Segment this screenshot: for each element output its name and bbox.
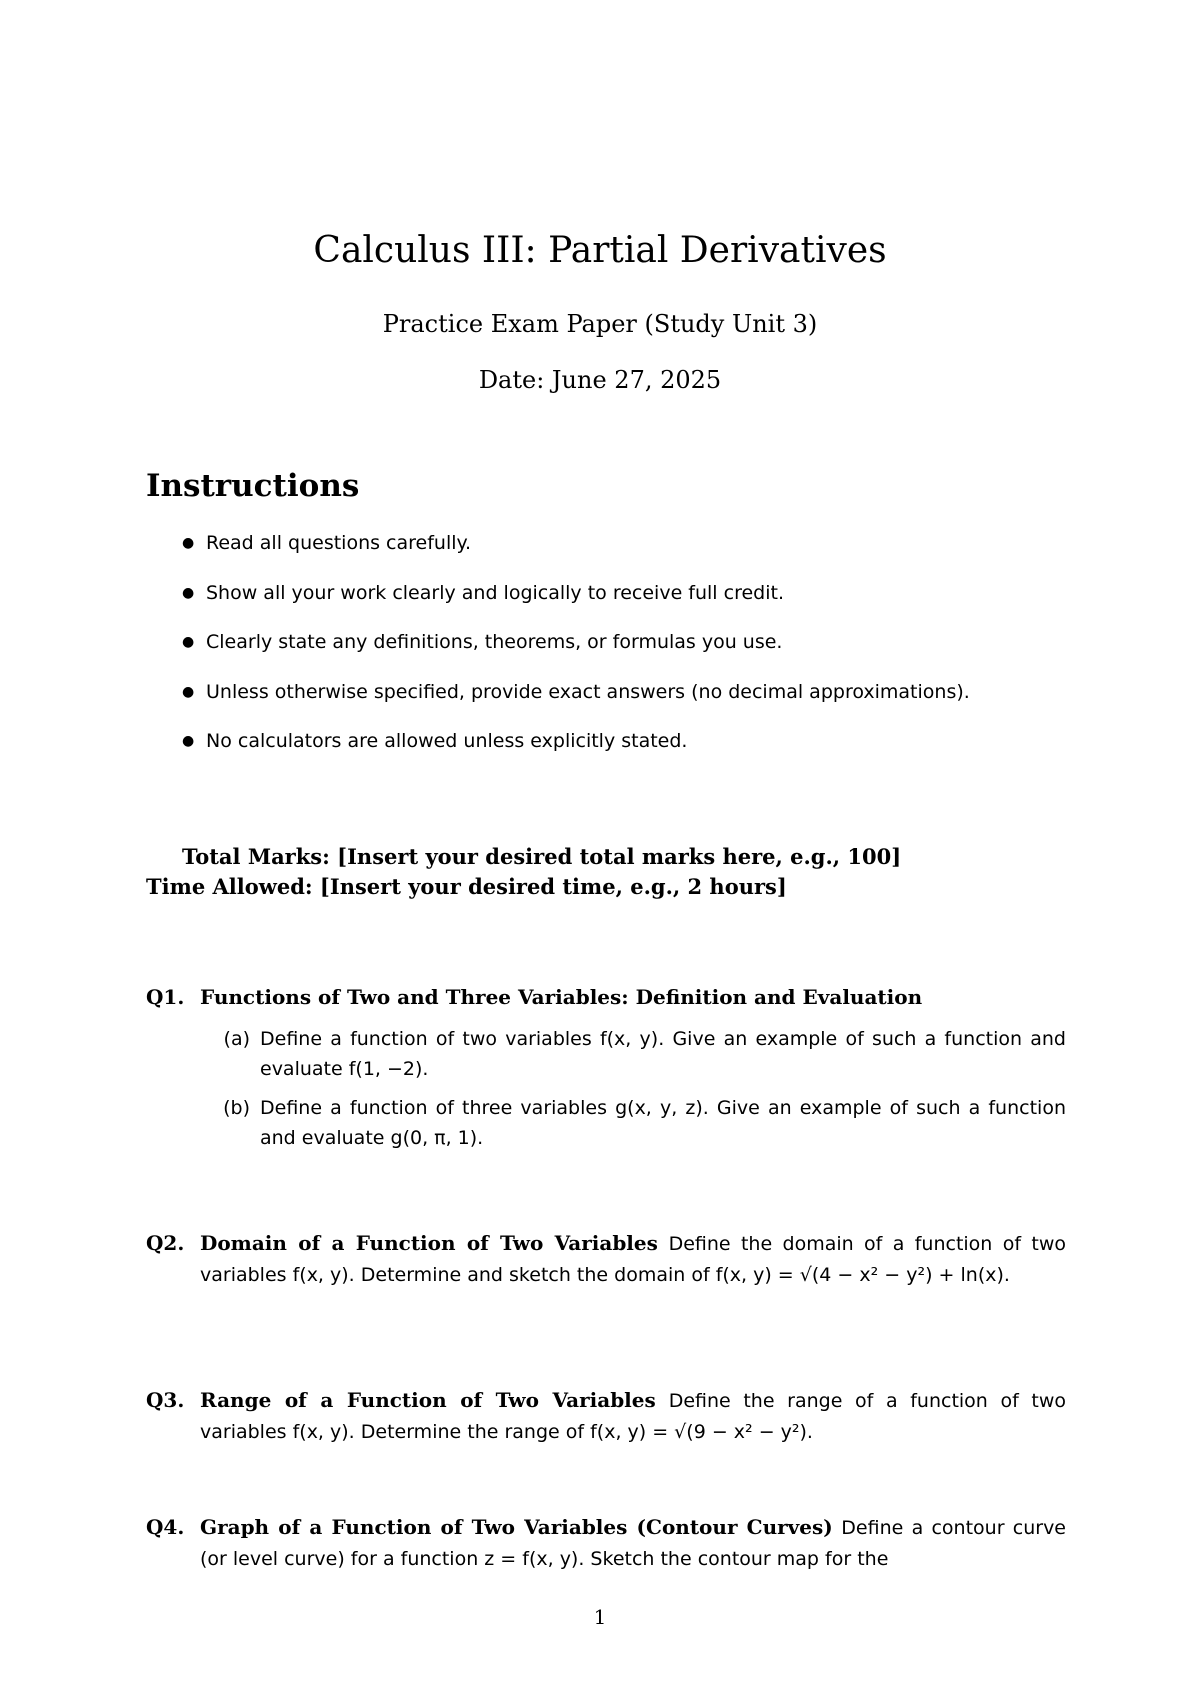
question-number: Q2. [146,1231,185,1255]
time-allowed: Time Allowed: [Insert your desired time, e.g., 2 hours] [146,874,787,899]
total-marks: Total Marks: [Insert your desired total marks here, e.g., 100] [182,844,902,869]
question-title: Domain of a Function of Two Variables [200,1231,658,1255]
exam-title: Calculus III: Partial Derivatives [313,230,887,271]
question-2 [146,1228,1066,1290]
question-text: Define the domain of a function of two variables f(x, y). Determine and sketch the domain of f(x, y) = √(4 − x² − y²) + ln(x). [200,1233,1066,1286]
question-3 [146,1385,1066,1447]
instruction-item: ● Read all questions carefully. [178,528,1078,578]
question-number: Q1. [146,985,185,1009]
page-number: 1 [593,1605,607,1629]
question-1 [146,982,1066,1162]
part-label: (a) [223,1028,250,1050]
instruction-item: ● Unless otherwise specified, provide exact answers (no decimal approximations). [178,677,1078,727]
instructions-heading: Instructions [146,468,360,504]
part-label: (b) [223,1097,250,1119]
bullet-icon: ● [182,535,195,551]
exam-date: Date: June 27, 2025 [478,366,722,394]
bullet-icon: ● [182,634,195,650]
exam-subtitle: Practice Exam Paper (Study Unit 3) [382,310,818,338]
question-part [200,1093,1066,1153]
question-number: Q4. [146,1515,185,1539]
question-4 [146,1512,1066,1574]
question-title: Functions of Two and Three Variables: Definition and Evaluation [200,985,923,1009]
bullet-icon: ● [182,683,195,700]
bullet-icon: ● [182,584,195,601]
question-number: Q3. [146,1388,185,1412]
question-title: Graph of a Function of Two Variables (Contour Curves) [200,1515,833,1539]
question-part [200,1024,1066,1084]
question-text: Define a contour curve (or level curve) for a function z = f(x, y). Sketch the contour map for the [200,1517,1066,1570]
question-title: Range of a Function of Two Variables [200,1388,656,1412]
bullet-icon: ● [182,733,195,749]
question-text: Define the range of a function of two variables f(x, y). Determine the range of f(x, y) = √(9 − x² − y²). [200,1390,1067,1443]
instructions-list [178,528,1078,776]
instruction-item: ● Show all your work clearly and logically to receive full credit. [178,578,1078,628]
instruction-item: ● No calculators are allowed unless explicitly stated. [178,726,1078,776]
part-text: Define a function of two variables f(x, y). Give an example of such a function and evaluate f(1, −2). [260,1028,1066,1080]
question-parts [200,1024,1066,1153]
part-text: Define a function of three variables g(x, y, z). Give an example of such a function and evaluate g(0, π, 1). [260,1097,1066,1149]
instruction-item: ● Clearly state any definitions, theorems, or formulas you use. [178,627,1078,677]
